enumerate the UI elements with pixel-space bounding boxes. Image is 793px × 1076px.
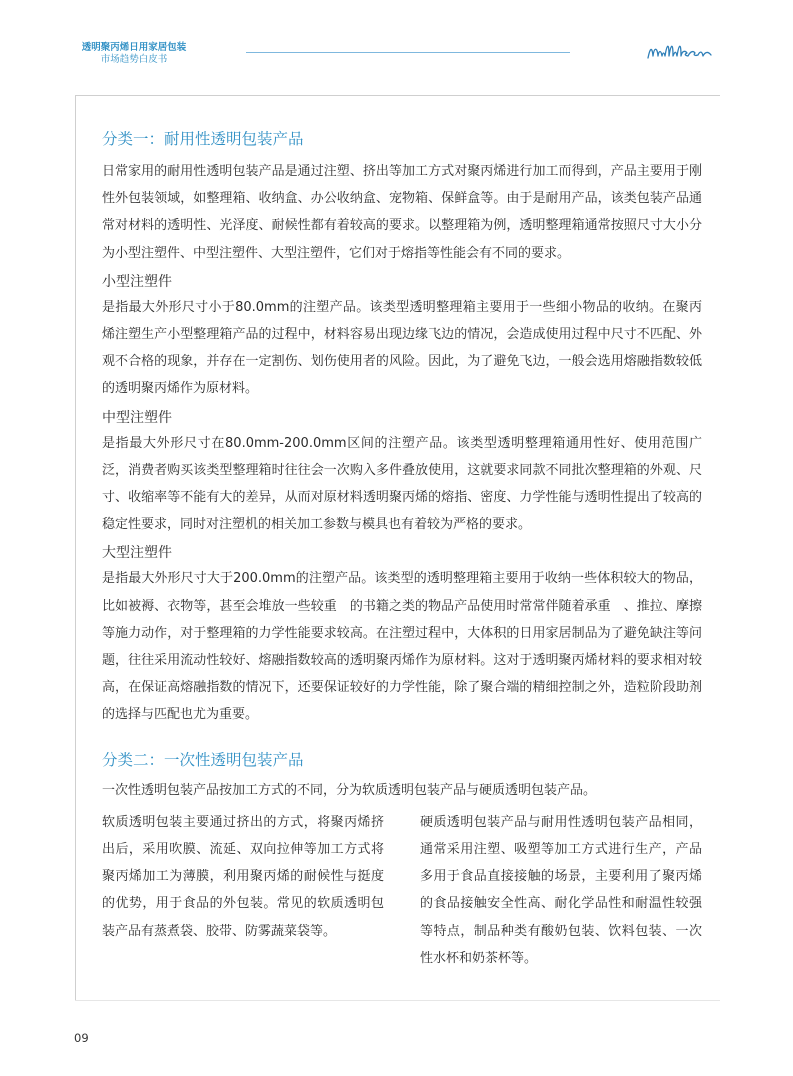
milliken-logo-icon <box>645 38 723 66</box>
section1-intro: 日常家用的耐用性透明包装产品是通过注塑、挤出等加工方式对聚丙烯进行加工而得到，产品主要用于刚性外包装领域，如整理箱、收纳盒、办公收纳盒、宠物箱、保鲜盒等。由于是耐用产品，该类包装产品通常对材料的透明性、光泽度、耐候性都有着较高的要求。以整理箱为例，透明整理箱通常按照尺寸大小分为小型注塑件、中型注塑件、大型注塑件，它们对于熔指等性能会有不同的要求。 <box>102 164 702 261</box>
rigid-packaging-text: 硬质透明包装产品与耐用性透明包装产品相同，通常采用注塑、吸塑等加工方式进行生产，产品多用于食品直接接触的场景，主要利用了聚丙烯的食品接触安全性高、耐化学品性和耐温性较强等特点，制品种类有酸奶包装、饮料包装、一次性水杯和奶茶杯等。 <box>420 814 702 966</box>
section1-heading: 分类一：耐用性透明包装产品 <box>102 130 304 148</box>
section2-intro: 一次性透明包装产品按加工方式的不同，分为软质透明包装产品与硬质透明包装产品。 <box>102 782 597 798</box>
medium-parts-text: 是指最大外形尺寸在80.0mm-200.0mm区间的注塑产品。该类型透明整理箱通用性好、使用范围广泛，消费者购买该类型整理箱时往往会一次购入多件叠放使用，这就要求同款不同批次整理箱的外观、尺寸、收缩率等不能有大的差异，从而对原材料透明聚丙烯的熔指、密度、力学性能与透明性提出了较高的稳定性要求，同时对注塑机的相关加工参数与模具也有着较为严格的要求。 <box>102 435 702 533</box>
medium-parts-title: 中型注塑件 <box>102 409 172 426</box>
content-frame-bottom <box>75 1000 720 1001</box>
soft-packaging-column <box>102 809 384 972</box>
soft-packaging-text: 软质透明包装主要通过挤出的方式，将聚丙烯挤出后，采用吹膜、流延、双向拉伸等加工方式将聚丙烯加工为薄膜，利用聚丙烯的耐候性与挺度的优势，用于食品的外包装。常见的软质透明包装产品有蒸煮袋、胶带、防雾蔬菜袋等。 <box>102 814 384 939</box>
header-title-line2: 市场趋势白皮书 <box>100 54 168 65</box>
main-content <box>102 128 702 972</box>
page-number: 09 <box>74 1031 89 1045</box>
large-parts-text: 是指最大外形尺寸大于200.0mm的注塑产品。该类型的透明整理箱主要用于收纳一些体积较大的物品，比如被褥、衣物等，甚至会堆放一些较重 的书籍之类的物品产品使用时常常伴随着承重 、推拉、摩擦等施力动作，对于整理箱的力学性能要求较高。在注塑过程中，大体积的日用家居制品为了避免缺注等问题，往往采用流动性较好、熔融指数较高的透明聚丙烯作为原材料。这对于透明聚丙烯材料的要求相对较高，在保证高熔融指数的情况下，还要保证较好的力学性能，除了聚合端的精细控制之外，造粒阶段助剂的选择与匹配也尤为重要。 <box>102 571 702 723</box>
small-parts-title: 小型注塑件 <box>102 273 172 290</box>
rigid-packaging-column <box>420 809 702 972</box>
small-parts-text: 是指最大外形尺寸小于80.0mm的注塑产品。该类型透明整理箱主要用于一些细小物品的收纳。在聚丙烯注塑生产小型整理箱产品的过程中，材料容易出现边缘飞边的情况，会造成使用过程中尺寸不匹配、外观不合格的现象，并存在一定割伤、划伤使用者的风险。因此，为了避免飞边，一般会选用熔融指数较低的透明聚丙烯作为原材料。 <box>102 299 702 397</box>
section2-columns <box>102 809 702 972</box>
header-title-line1: 透明聚丙烯日用家居包装 <box>81 42 187 53</box>
header-divider <box>246 52 570 53</box>
content-frame-top <box>75 95 720 96</box>
large-parts-title: 大型注塑件 <box>102 545 172 562</box>
content-frame-left <box>75 95 76 1000</box>
section2-heading: 分类二：一次性透明包装产品 <box>102 750 304 769</box>
header-title <box>64 42 204 66</box>
